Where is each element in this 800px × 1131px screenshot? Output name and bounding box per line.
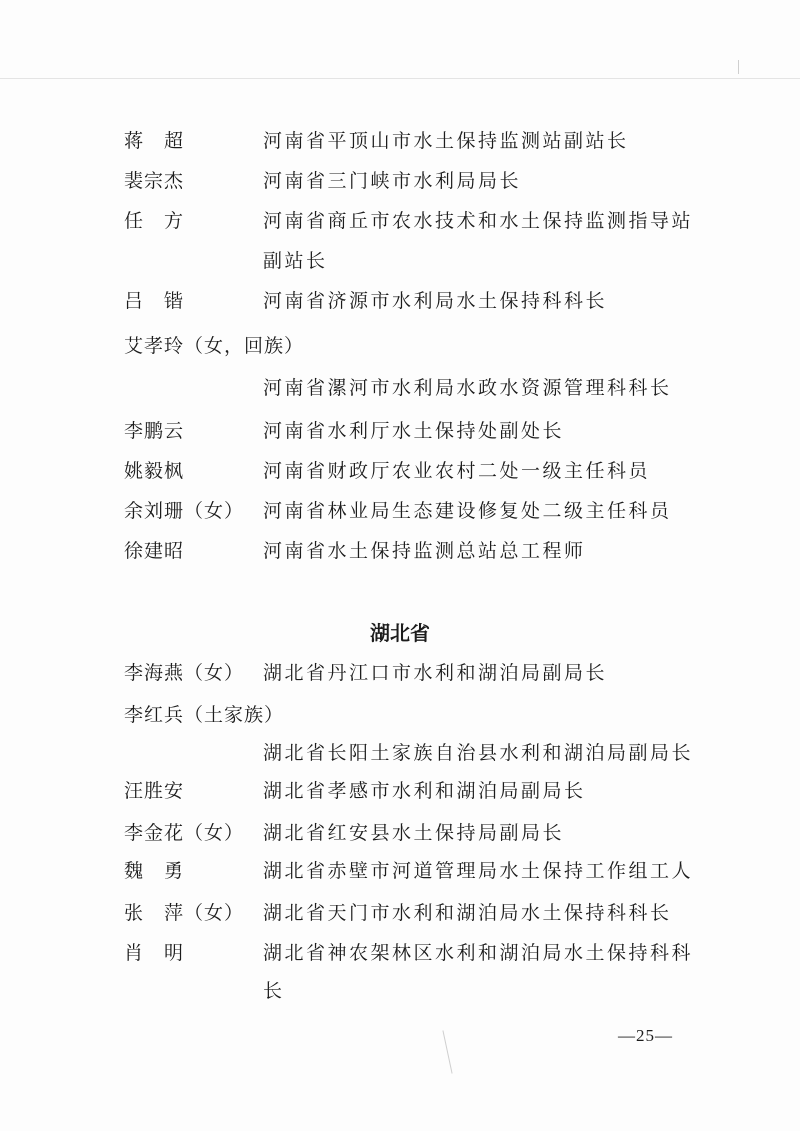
person-title: 河南省水土保持监测总站总工程师 <box>263 540 586 562</box>
person-name: 李海燕（女） <box>124 662 245 684</box>
person-title: 湖北省红安县水土保持局副局长 <box>263 822 565 844</box>
person-title: 河南省财政厅农业农村二处一级主任科员 <box>263 460 651 482</box>
person-name: 李鹏云 <box>124 420 185 442</box>
person-name: 裴宗杰 <box>124 170 185 192</box>
person-title: 湖北省神农架林区水利和湖泊局水土保持科科 <box>263 942 694 964</box>
person-name: 艾孝玲（女，回族） <box>124 335 305 357</box>
person-name: 李红兵（土家族） <box>124 704 285 726</box>
person-title: 湖北省丹江口市水利和湖泊局副局长 <box>263 662 608 684</box>
person-title-continued: 长 <box>263 980 285 1002</box>
person-title-continued: 副站长 <box>263 250 328 272</box>
person-name: 蒋 超 <box>124 130 185 152</box>
person-name: 姚毅枫 <box>124 460 185 482</box>
page-top-edge <box>0 78 800 79</box>
person-name: 余刘珊（女） <box>124 500 245 522</box>
person-name: 任 方 <box>124 210 185 232</box>
person-name: 徐建昭 <box>124 540 185 562</box>
person-name: 张 萍（女） <box>124 902 245 924</box>
person-name: 汪胜安 <box>124 780 185 802</box>
person-title: 河南省林业局生态建设修复处二级主任科员 <box>263 500 672 522</box>
person-title: 河南省商丘市农水技术和水土保持监测指导站 <box>263 210 694 232</box>
person-title: 湖北省长阳土家族自治县水利和湖泊局副局长 <box>263 742 694 764</box>
person-title: 湖北省天门市水利和湖泊局水土保持科科长 <box>263 902 672 924</box>
person-title: 湖北省赤壁市河道管理局水土保持工作组工人 <box>263 860 694 882</box>
person-title: 河南省平顶山市水土保持监测站副站长 <box>263 130 629 152</box>
section-heading-hubei: 湖北省 <box>370 621 430 645</box>
person-title: 河南省水利厅水土保持处副处长 <box>263 420 565 442</box>
scan-mark <box>738 60 739 74</box>
person-name: 李金花（女） <box>124 822 245 844</box>
scan-mark <box>442 1030 452 1073</box>
person-name: 吕 锴 <box>124 290 185 312</box>
person-name: 肖 明 <box>124 942 185 964</box>
person-title: 河南省三门峡市水利局局长 <box>263 170 522 192</box>
person-title: 湖北省孝感市水利和湖泊局副局长 <box>263 780 586 802</box>
person-name: 魏 勇 <box>124 860 185 882</box>
person-title: 河南省济源市水利局水土保持科科长 <box>263 290 608 312</box>
person-title: 河南省漯河市水利局水政水资源管理科科长 <box>263 377 672 399</box>
page-number: —25— <box>618 1026 673 1045</box>
